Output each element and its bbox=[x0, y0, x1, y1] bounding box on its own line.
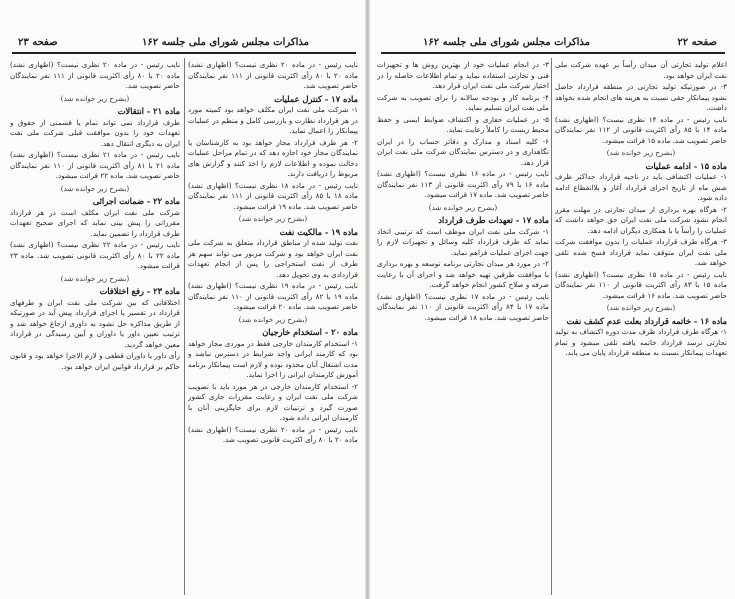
paragraph: ۳- در صورتیکه تولید تجارتی در منطقه قرارداد حاصل نشود پیمانکار حقی نسبت به هزینه های انجام شده نخواهد داشت. bbox=[555, 82, 727, 112]
column-divider bbox=[551, 58, 552, 595]
article-heading: ماده ۱۹ - مالکیت نفت bbox=[279, 226, 358, 237]
paragraph: ۴- برنامه کار و بودجه سالانه را برای تصویب به شرکت ملی نفت ایران تسلیم نماید. bbox=[377, 92, 549, 112]
reading-note: (بشرح زیر خوانده شد) bbox=[606, 303, 676, 312]
paragraph: نایب رئیس - در ماده ۲۰ نظری نیست؟ (اظهاری نشد) ماده ۲۰ با ۸۰ رأی اکثریت قانونی از ۱۱۱ نفر نمایندگان حاضر تصویب شد. bbox=[188, 60, 358, 90]
page-title: مذاکرات مجلس شورای ملی جلسه ۱۶۲ bbox=[422, 37, 590, 48]
paragraph: نایب رئیس - در ماده ۲۲ نظری نیست؟ (اظهاری نشد) ماده ۲۲ با ۸۰ رأی اکثریت قانونی تصویب شد. ماده ۲۳ قرائت میشود. bbox=[10, 240, 180, 270]
paragraph: ۱- هرگاه طرف قرارداد ظرف مدت دوره اکتشاف به تولید تجارتی نرسد قرارداد خاتمه یافته تلقی میشود و تمام تعهدات پیمانکار نسبت به منطقه قرارداد پایان می یابد. bbox=[555, 327, 727, 357]
paragraph: رأی داور یا داوران قطعی و لازم الاجرا خواهد بود و قانون حاکم بر قرارداد قوانین ایران خواهد بود. bbox=[10, 351, 180, 371]
left-page bbox=[0, 0, 366, 599]
column-divider bbox=[184, 58, 185, 595]
reading-note: (بشرح زیر خوانده شد) bbox=[238, 214, 308, 223]
reading-note: (بشرح زیر خوانده شد) bbox=[428, 202, 498, 212]
paragraph: ۲- هر طرف قرارداد مجاز خواهد بود به کارشناسان یا نمایندگان مجاز خود اجازه دهد که در تمام مراحل عملیات دخالت نموده و اطلاعات لازم را اخذ کنند و گزارش های مربوط را دریافت دارند. bbox=[188, 137, 358, 178]
reading-note: (بشرح زیر خوانده شد) bbox=[60, 273, 130, 283]
page-header bbox=[381, 36, 725, 54]
paragraph: ۶- کلیه اسناد و مدارک و دفاتر حساب را در ایران نگاهداری و در دسترس نمایندگان شرکت ملی نفت ایران قرار دهد. bbox=[377, 136, 549, 167]
paragraph: نایب رئیس - در ماده ۱۶ نظری نیست؟ (اظهاری نشد) ماده ۱۶ با ۷۹ رأی اکثریت قانونی از ۱۱۳ نفر نمایندگان حاضر تصویب شد. ماده ۱۷ قرائت میشود. bbox=[377, 169, 549, 199]
text-column-left bbox=[377, 60, 549, 595]
paragraph: طرف قرارداد نمی تواند تمام یا قسمتی از حقوق و تعهدات خود را بدون موافقت قبلی شرکت ملی نفت ایران به دیگری انتقال دهد. bbox=[10, 117, 180, 148]
page-header bbox=[12, 36, 356, 54]
text-column-left bbox=[10, 60, 180, 595]
article-heading: ماده ۱۷ - تعهدات طرف قرارداد bbox=[438, 215, 549, 225]
paragraph: نایب رئیس - در ماده ۱۹ نظری نیست؟ (اظهاری نشد) ماده ۱۹ با ۸۲ رأی اکثریت قانونی از ۱۱۰ نفر نمایندگان حاضر تصویب شد. ماده ۲۰ قرائت میشود. bbox=[188, 281, 358, 311]
paragraph: ۳- در انجام عملیات خود از بهترین روش ها و تجهیزات فنی و تجارتی استفاده نماید و تمام اطلاعات حاصله را در اختیار شرکت ملی نفت ایران قرار دهد. bbox=[377, 60, 549, 90]
page-number: صفحه ۲۳ bbox=[18, 37, 58, 48]
article-heading: ماده ۲۰ - استخدام خارجیان bbox=[262, 327, 358, 337]
text-column-right bbox=[188, 60, 358, 595]
paragraph: نایب رئیس - در ماده ۲۱ نظری نیست؟ (اظهاری نشد) ماده ۲۱ با ۸۱ رأی اکثریت قانونی از ۱۱۰ نفر نمایندگان حاضر تصویب شد. ماده ۲۲ قرائت میشود. bbox=[10, 150, 180, 180]
reading-note: (بشرح زیر خوانده شد) bbox=[606, 148, 676, 157]
article-heading: ماده ۱۶ - خاتمه قرارداد بعلت عدم کشف نفت bbox=[566, 315, 727, 326]
article-heading: ماده ۱۷ - کنترل عملیات bbox=[274, 93, 358, 104]
article-heading: ماده ۱۵ - ادامه عملیات bbox=[645, 160, 727, 171]
reading-note: (بشرح زیر خوانده شد) bbox=[238, 314, 308, 324]
reading-note: (بشرح زیر خوانده شد) bbox=[60, 183, 130, 193]
paragraph: ۱- شرکت ملی نفت ایران موظف است که ترتیبی اتخاذ نماید که طرف قرارداد کلیه وسائل و تجهیزات لازم را جهت اجرای عملیات فراهم نماید. bbox=[377, 226, 549, 257]
paragraph: ۱- شرکت ملی نفت ایران مکلف خواهد بود کمیته مورد در هر قرارداد نظارت و بازرسی کامل و منظم در عملیات پیمانکار را اعمال نماید. bbox=[188, 105, 358, 135]
paragraph: نفت تولید شده از مناطق قرارداد متعلق به شرکت ملی نفت ایران خواهد بود و شرکت مزبور می تواند سهم هر طرف از نفت استخراجی را پس از انجام تعهدات قراردادی به وی تحویل دهد. bbox=[188, 238, 358, 279]
paragraph: نایب رئیس - در ماده ۲۰ نظری نیست؟ (اظهاری نشد) ماده ۲۰ با ۸۰ رأی اکثریت قانونی از ۱۱۱ نفر نمایندگان حاضر تصویب شد. bbox=[10, 60, 180, 90]
paragraph: اختلافاتی که بین شرکت ملی نفت ایران و طرفهای قرارداد در تفسیر یا اجرای قرارداد پیش آید در صورتیکه از طریق مذاکره حل نشود به داوری ارجاع خواهد شد و ترتیب تعیین داور یا داوران و آیین رسیدگی در قرارداد معین خواهد گردید. bbox=[10, 297, 180, 349]
paragraph: نایب رئیس - در ماده ۲۰ نظری نیست؟ (اظهاری نشد) ماده ۲۰ با ۸۰ رأی اکثریت قانونی تصویب شد. bbox=[188, 424, 358, 444]
right-page bbox=[369, 0, 735, 599]
page-number: صفحه ۲۲ bbox=[677, 37, 717, 48]
paragraph: ۲- استخدام کارمندان خارجی در هر مورد باید با تصویب شرکت ملی نفت ایران و رعایت مقررات جاری کشور صورت گیرد و ترتیبات لازم برای جایگزینی آنان با کارمندان ایرانی داده شود. bbox=[188, 381, 358, 422]
paragraph: شرکت ملی نفت ایران مکلف است در هر قرارداد مقرراتی را پیش بینی نماید که اجرای صحیح تعهدات طرف قرارداد را تضمین نماید. bbox=[10, 207, 180, 238]
article-heading: ماده ۲۳ - رفع اختلافات bbox=[99, 286, 180, 296]
page-title: مذاکرات مجلس شورای ملی جلسه ۱۶۲ bbox=[142, 37, 310, 48]
paragraph: ۵- در عملیات حفاری و اکتشاف ضوابط ایمنی و حفظ محیط زیست را کاملاً رعایت نماید. bbox=[377, 114, 549, 134]
paragraph: نایب رئیس - در ماده ۱۵ نظری نیست؟ (اظهاری نشد) ماده ۱۵ با ۸۳ رأی اکثریت قانونی از ۱۱۰ نفر نمایندگان حاضر تصویب شد. ماده ۱۶ قرائت میشود. bbox=[555, 269, 727, 300]
paragraph: ۲- در مورد هر میدان تجارتی برنامه توسعه و بهره برداری با موافقت طرفین تهیه خواهد شد و اجرای آن با رعایت صرفه و صلاح کشور انجام خواهد گرفت. bbox=[377, 259, 549, 289]
paragraph: اعلام تولید تجارتی آن میدان رأساً بر عهده شرکت ملی نفت ایران خواهد بود. bbox=[555, 60, 727, 80]
paragraph: نایب رئیس - در ماده ۱۷ نظری نیست؟ (اظهاری نشد) ماده ۱۷ با ۸۴ رأی اکثریت قانونی از ۱۱۰ نفر نمایندگان حاضر تصویب شد. ماده ۱۸ قرائت میشود. bbox=[377, 291, 549, 322]
paragraph: ۲- هرگاه بهره برداری از میدان تجارتی در مهلت مقرر انجام نشود شرکت ملی نفت ایران حق خواهد داشت که عملیات را رأساً یا با همکاری دیگران ادامه دهد. bbox=[555, 204, 727, 235]
text-column-right bbox=[555, 60, 727, 595]
paragraph: نایب رئیس - در ماده ۱۴ نظری نیست؟ (اظهاری نشد) ماده ۱۴ با ۸۵ رأی اکثریت قانونی از ۱۱۲ نفر نمایندگان حاضر تصویب شد. ماده ۱۵ قرائت میشود. bbox=[555, 114, 727, 145]
paragraph: ۱- استخدام کارمندان خارجی فقط در موردی مجاز خواهد بود که کارمند ایرانی واجد شرایط در دسترس نباشد و مدت اشتغال آنان محدود بوده و لازم است پیمانکار برنامه آموزش کارمندان ایرانی را اجرا نماید. bbox=[188, 338, 358, 379]
reading-note: (بشرح زیر خوانده شد) bbox=[60, 93, 130, 103]
article-heading: ماده ۲۱ - انتقالات bbox=[117, 106, 180, 116]
paragraph: ۳- هرگاه طرف قرارداد عملیات را بدون موافقت شرکت ملی نفت ایران متوقف نماید قرارداد فسخ شده تلقی خواهد شد. bbox=[555, 237, 727, 267]
article-heading: ماده ۲۲ - ضمانت اجرائی bbox=[92, 196, 180, 206]
paragraph: ۱- عملیات اکتشافی باید در ناحیه قرارداد حداکثر ظرف شش ماه از تاریخ اجرای قرارداد آغاز و بلاانقطاع ادامه داده شود. bbox=[555, 172, 727, 202]
paragraph: نایب رئیس - در ماده ۱۸ نظری نیست؟ (اظهاری نشد) ماده ۱۸ با ۸۵ رأی اکثریت قانونی از ۱۱۱ نفر نمایندگان حاضر تصویب شد. ماده ۱۹ قرائت میشود. bbox=[188, 180, 358, 211]
